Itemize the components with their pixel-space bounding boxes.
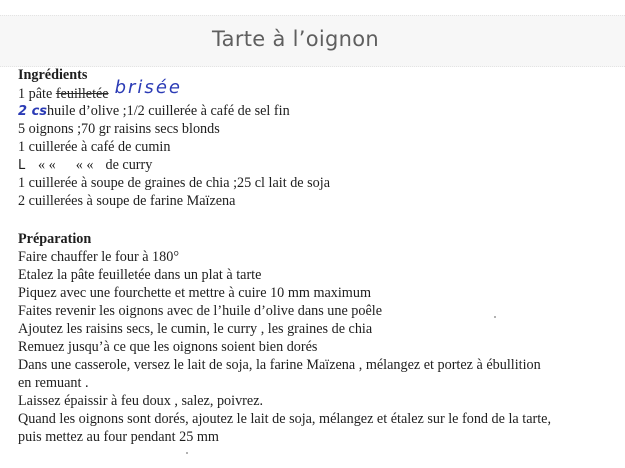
- preparation-step: Faire chauffer le four à 180°: [18, 249, 180, 265]
- ingredient-line-7: 2 cuillerées à soupe de farine Maïzena: [18, 193, 236, 209]
- handwritten-stroke: L: [18, 158, 26, 173]
- preparation-step: Dans une casserole, versez le lait de soja, la farine Maïzena , mélangez et portez à ébullition: [18, 357, 541, 373]
- preparation-step: Faites revenir les oignons avec de l’huile d’olive dans une poêle: [18, 303, 383, 319]
- ingredient-line-2: [18, 102, 290, 121]
- preparation-step: Laissez épaissir à feu doux , salez, poivrez.: [18, 393, 264, 409]
- ingredient-line-4: 1 cuillerée à café de cumin: [18, 139, 171, 155]
- ingredient-line-5: [18, 156, 152, 175]
- ingredient-line-6: 1 cuillerée à soupe de graines de chia ;25 cl lait de soja: [18, 175, 331, 191]
- scan-speck: [186, 452, 188, 454]
- ingredient-text: huile d’olive ;1/2 cuillerée à café de sel fin: [47, 103, 290, 119]
- ingredient-line-1: [18, 77, 182, 103]
- ingredients-heading: Ingrédients: [18, 67, 88, 83]
- handwritten-quantity: 2 cs: [18, 104, 48, 119]
- preparation-step: Piquez avec une fourchette et mettre à cuire 10 mm maximum: [18, 285, 371, 301]
- struck-word: feuilletée: [55, 86, 109, 102]
- page-title: Tarte à l’oignon: [212, 27, 380, 51]
- preparation-step: en remuant .: [18, 375, 89, 391]
- ditto-mark: « «: [75, 157, 94, 173]
- ditto-mark: « «: [38, 157, 56, 173]
- preparation-step: Remuez jusqu’à ce que les oignons soient bien dorés: [18, 339, 318, 355]
- ingredient-prefix: 1 pâte: [18, 86, 56, 102]
- preparation-step: Ajoutez les raisins secs, le cumin, le curry , les graines de chia: [18, 321, 373, 337]
- ingredient-line-3: 5 oignons ;70 gr raisins secs blonds: [18, 121, 220, 137]
- scan-speck: [494, 316, 496, 318]
- preparation-heading: Préparation: [18, 231, 92, 247]
- preparation-step: puis mettez au four pendant 25 mm: [18, 429, 219, 445]
- ingredient-text: de curry: [105, 157, 153, 173]
- preparation-step: Quand les oignons sont dorés, ajoutez le lait de soja, mélangez et étalez sur le fond de la tarte,: [18, 411, 552, 427]
- preparation-step: Etalez la pâte feuilletée dans un plat à tarte: [18, 267, 262, 283]
- handwritten-correction: brisée: [114, 77, 182, 98]
